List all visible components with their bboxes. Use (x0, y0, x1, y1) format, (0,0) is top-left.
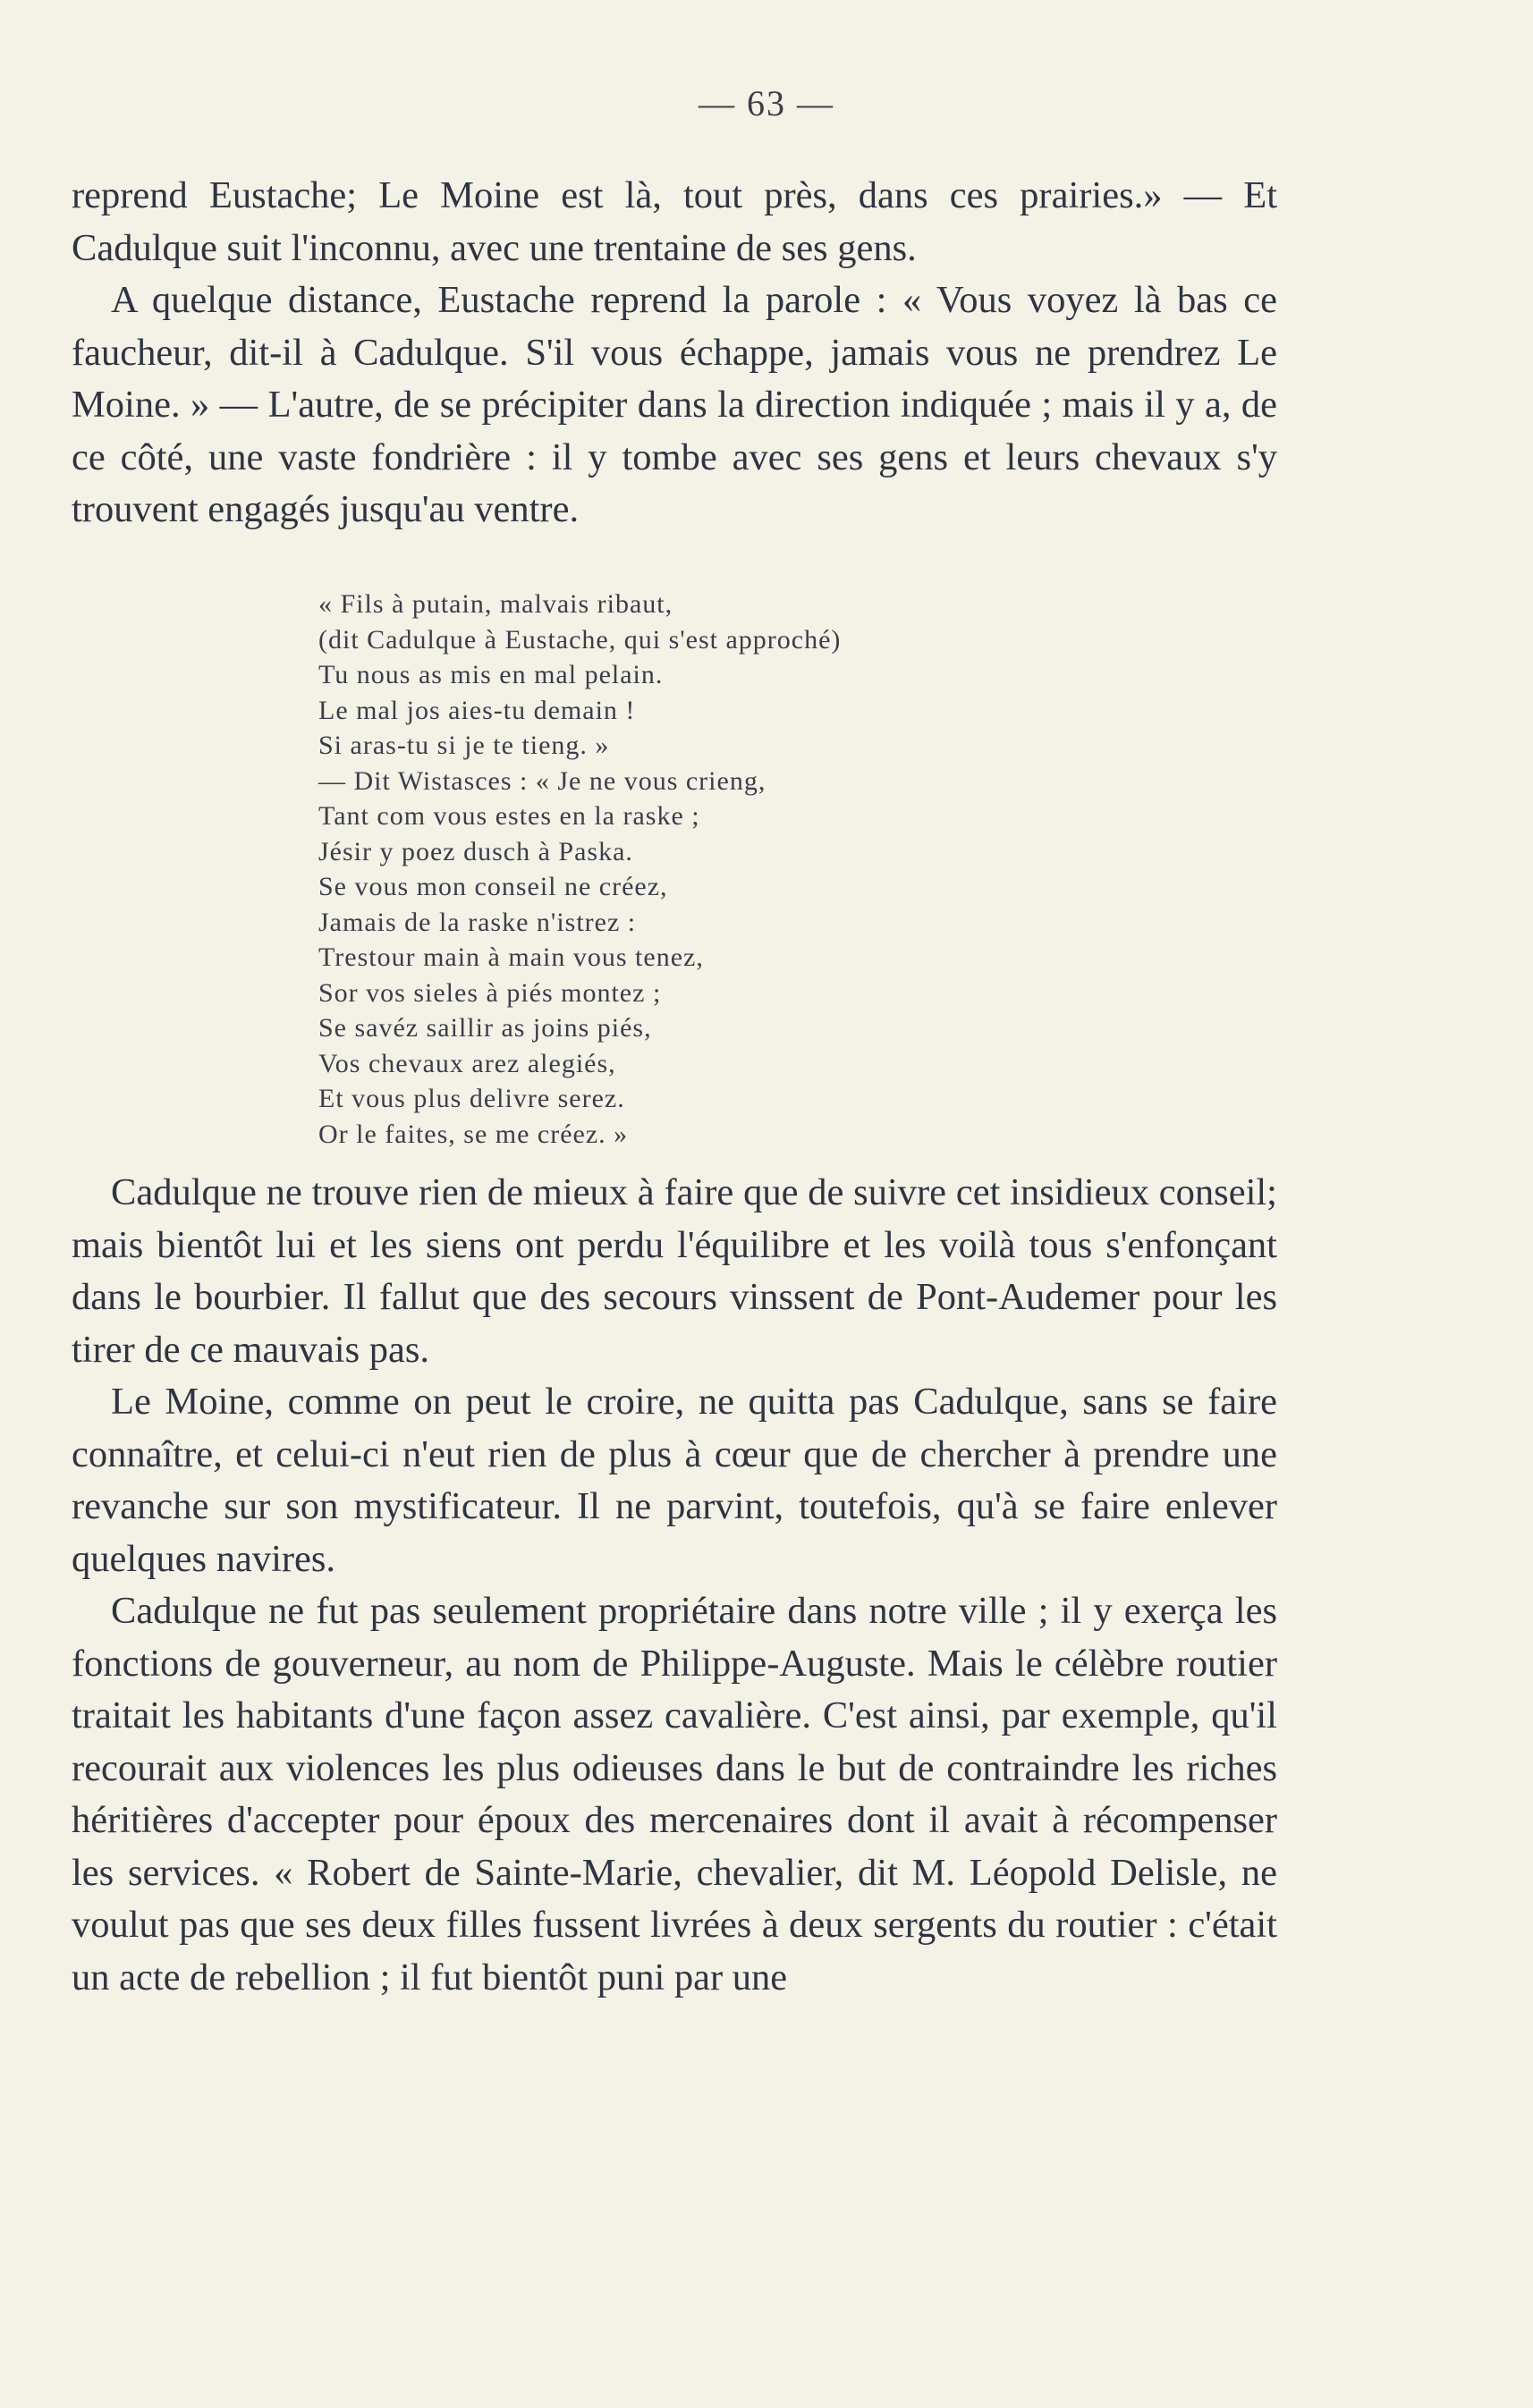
paragraph-continuation: reprend Eustache; Le Moine est là, tout près, dans ces prairies.» — Et Cadulque suit l'inconnu, avec une trentaine de ses gens. (72, 174, 1277, 269)
top-text-block (72, 170, 1277, 537)
verse-line: Vos chevaux arez alegiés, (318, 1048, 616, 1078)
verse-line: Se savéz saillir as joins piés, (318, 1013, 652, 1043)
bottom-text-block (72, 1167, 1277, 2004)
verse-line: Tant com vous estes en la raske ; (318, 801, 700, 831)
verse-line: Jésir y poez dusch à Paska. (318, 836, 633, 866)
verse-line: Sor vos sieles à piés montez ; (318, 977, 662, 1008)
verse-line: (dit Cadulque à Eustache, qui s'est approché) (318, 624, 842, 655)
paragraph: Le Moine, comme on peut le croire, ne quitta pas Cadulque, sans se faire connaître, et celui-ci n'eut rien de plus à cœur que de chercher à prendre une revanche sur son mystificateur. Il ne parvint, toutefois, qu'à se faire enlever quelques navires. (72, 1381, 1277, 1580)
verse-line: Se vous mon conseil ne créez, (318, 872, 668, 901)
paragraph: A quelque distance, Eustache reprend la parole : « Vous voyez là bas ce faucheur, dit-il à Cadulque. S'il vous échappe, jamais vous ne prendrez Le Moine. » — L'autre, de se précipiter dans la direction indiquée ; mais il y a, de ce côté, une vaste fondrière : il y tombe avec ses gens et leurs chevaux s'y trouvent engagés jusqu'au ventre. (72, 279, 1277, 530)
verse-line: — Dit Wistasces : « Je ne vous crieng, (318, 765, 766, 796)
verse-quotation (318, 587, 1123, 1152)
verse-line: Trestour main à main vous tenez, (318, 942, 704, 972)
verse-line: Si aras-tu si je te tieng. » (318, 731, 610, 760)
verse-line: « Fils à putain, malvais ribaut, (318, 589, 673, 619)
verse-line: Et vous plus delivre serez. (318, 1084, 625, 1113)
verse-line: Or le faites, se me créez. » (318, 1119, 629, 1149)
verse-line: Jamais de la raske n'istrez : (318, 907, 637, 937)
paragraph: Cadulque ne fut pas seulement propriétaire dans notre ville ; il y exerça les fonctions de gouverneur, au nom de Philippe-Auguste. Mais le célèbre routier traitait les habitants d'une façon assez cavalière. C'est ainsi, par exemple, qu'il recourait aux violences les plus odieuses dans le but de contraindre les riches héritières d'accepter pour époux des mercenaires dont il avait à récompenser les services. « Robert de Sainte-Marie, chevalier, dit M. Léopold Delisle, ne voulut pas que ses deux filles fussent livrées à deux sergents du routier : c'était un acte de rebellion ; il fut bientôt puni par une (72, 1590, 1277, 1998)
page-number: — 63 — (699, 83, 834, 123)
verse-line: Tu nous as mis en mal pelain. (318, 660, 664, 689)
verse-line: Le mal jos aies-tu demain ! (318, 695, 636, 725)
paragraph: Cadulque ne trouve rien de mieux à faire que de suivre cet insidieux conseil; mais bientôt lui et les siens ont perdu l'équilibre et les voilà tous s'enfonçant dans le bourbier. Il fallut que des secours vinssent de Pont-Audemer pour les tirer de ce mauvais pas. (72, 1171, 1277, 1371)
